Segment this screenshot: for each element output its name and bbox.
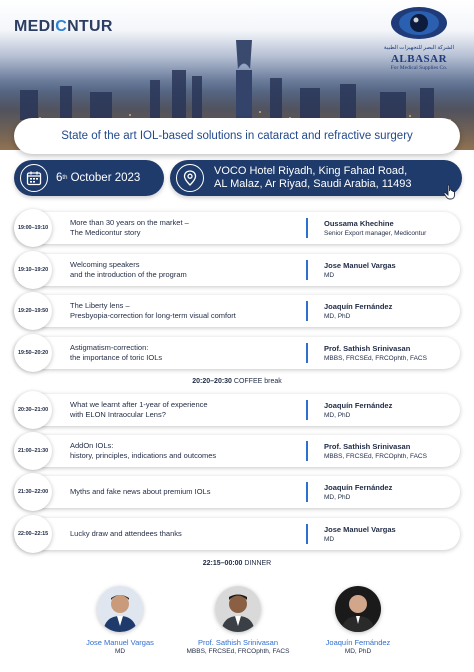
albasar-arabic-name: الشركة البصر للتجهيزات الطبية — [383, 45, 455, 51]
session-speaker: Prof. Sathish Srinivasan MBBS, FRCSEd, FRCOphth, FACS — [324, 343, 427, 362]
session-speaker: Joaquín Fernández MD, PhD — [324, 301, 393, 320]
calendar-icon — [20, 164, 48, 192]
schedule-row — [14, 394, 460, 426]
schedule-row — [14, 476, 460, 508]
divider — [306, 482, 308, 502]
albasar-subtitle: For Medical Supplies Co. — [390, 65, 448, 71]
speaker-name: Prof. Sathish Srinivasan — [197, 638, 279, 647]
session-time: 21:30–22:00 — [14, 473, 52, 511]
event-location: VOCO Hotel Riyadh, King Fahad Road, AL Malaz, Ar Riyad, Saudi Arabia, 11493 — [214, 165, 412, 190]
divider — [306, 260, 308, 280]
avatar — [97, 586, 143, 632]
divider — [306, 343, 308, 363]
session-speaker: Jose Manuel Vargas MD — [324, 524, 396, 543]
divider — [306, 524, 308, 544]
event-date: 6 th October 2023 — [56, 172, 141, 184]
session-time: 19:10–19:20 — [14, 251, 52, 289]
schedule-row — [14, 212, 460, 244]
coffee-break: 20:20–20:30 COFFEE break — [192, 378, 282, 385]
speaker-role: MBBS, FRCSEd, FRCOphth, FACS — [186, 648, 290, 655]
eye-logo-icon — [390, 6, 448, 40]
divider — [306, 301, 308, 321]
schedule-row — [14, 518, 460, 550]
session-topic: Lucky draw and attendees thanks — [70, 529, 182, 538]
session-speaker: Joaquín Fernández MD, PhD — [324, 482, 393, 501]
schedule-row — [14, 435, 460, 467]
location-pin-icon — [176, 164, 204, 192]
avatar — [335, 586, 381, 632]
session-time: 20:30–21:00 — [14, 391, 52, 429]
schedule-row — [14, 295, 460, 327]
divider — [306, 441, 308, 461]
session-speaker: Jose Manuel Vargas MD — [324, 260, 396, 279]
schedule-row — [14, 254, 460, 286]
session-time: 19:20–19:50 — [14, 292, 52, 330]
speaker-role: MD — [114, 648, 126, 655]
session-time: 19:50–20:20 — [14, 334, 52, 372]
session-topic: AddOn IOLs: history, principles, indications and outcomes — [70, 441, 217, 460]
session-topic: Welcoming speakers and the introduction of the program — [70, 260, 187, 279]
session-topic: The Liberty lens – Presbyopia-correction for long-term visual comfort — [70, 301, 236, 320]
location-pill[interactable] — [170, 160, 462, 196]
session-speaker: Oussama Khechine Senior Export manager, Medicontur — [324, 218, 427, 237]
date-pill — [14, 160, 164, 196]
session-topic: More than 30 years on the market – The Medicontur story — [70, 218, 189, 237]
event-title: State of the art IOL-based solutions in cataract and refractive surgery — [14, 118, 460, 154]
hand-cursor-icon — [443, 184, 457, 200]
session-topic: What we learnt after 1-year of experience with ELON Intraocular Lens? — [70, 400, 208, 419]
speaker-card — [298, 586, 418, 655]
schedule-row — [14, 337, 460, 369]
session-time: 22:00–22:15 — [14, 515, 52, 553]
session-topic: Myths and fake news about premium IOLs — [70, 487, 211, 496]
speaker-name: Jose Manuel Vargas — [86, 638, 154, 647]
albasar-name: ALBASAR — [390, 53, 448, 65]
session-time: 19:00–19:10 — [14, 209, 52, 247]
session-topic: Astigmatism-correction: the importance of toric IOLs — [70, 343, 163, 362]
speaker-name: Joaquín Fernández — [325, 638, 391, 647]
medicontur-logo: MEDICNTUR — [14, 18, 113, 35]
avatar — [215, 586, 261, 632]
session-time: 21:00–21:30 — [14, 432, 52, 470]
speaker-card — [178, 586, 298, 655]
speaker-role: MD, PhD — [344, 648, 372, 655]
divider — [306, 400, 308, 420]
albasar-logo — [372, 6, 466, 72]
session-speaker: Joaquín Fernández MD, PhD — [324, 400, 393, 419]
divider — [306, 218, 308, 238]
speaker-card — [60, 586, 180, 655]
dinner-break: 22:15–00:00 DINNER — [202, 560, 272, 567]
session-speaker: Prof. Sathish Srinivasan MBBS, FRCSEd, FRCOphth, FACS — [324, 441, 427, 460]
